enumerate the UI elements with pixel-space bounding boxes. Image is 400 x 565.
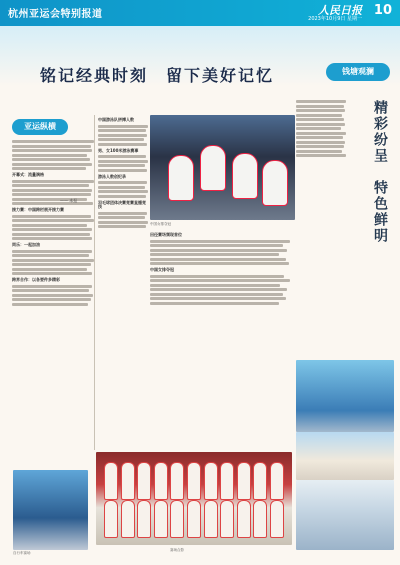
volley-caption: 中国女排夺冠	[150, 222, 171, 226]
left-subhead-2: 接力赛：中国跨栏展开接力赛	[12, 207, 64, 212]
left-article	[12, 140, 94, 460]
far-right-article	[296, 100, 346, 355]
left-subhead-4: 跨界合作：以各要件多精彩	[12, 277, 60, 282]
photo-team-lineup	[96, 452, 292, 545]
left-subhead-1: 开幕式：流量满格	[12, 172, 44, 177]
middle-subhead-3: 游泳人数创纪录	[98, 173, 126, 179]
middle-subhead-4: 羽毛球团体决赛竞赛直播竞技	[98, 199, 146, 209]
middle-article	[98, 115, 148, 450]
middle-subhead-2: 男、女100米游泳赛事	[98, 147, 139, 153]
photo-sports-3	[296, 480, 394, 550]
section-title: 杭州亚运会特别报道	[8, 9, 103, 20]
page-header	[0, 0, 400, 26]
main-headline: 铭记经典时刻 留下美好记忆	[40, 66, 275, 85]
photo-cyclist	[13, 470, 88, 550]
newspaper-name: 人民日报	[318, 4, 362, 17]
photo-sports-2	[296, 432, 394, 480]
issue-date: 2023年10月9日 星期一	[308, 16, 362, 22]
right-subhead-1: 田径赛场频现首位	[150, 232, 182, 237]
page-number: 10	[373, 3, 392, 18]
left-byline: —— 本报	[60, 198, 78, 203]
photo-rowing	[296, 360, 394, 432]
column-divider	[94, 115, 95, 450]
team-caption: 赛场合影	[170, 548, 184, 552]
cyclist-caption: 自行车赛场	[13, 551, 31, 555]
middle-subhead-1: 中国游泳队拼搏人数	[98, 117, 134, 122]
column-tag-left: 亚运纵横	[12, 119, 68, 135]
right-middle-article	[150, 230, 290, 445]
side-title: 精彩纷呈 特色鲜明	[372, 100, 388, 244]
column-tag-right: 钱塘观澜	[326, 63, 390, 81]
right-subhead-2: 中国女排夺冠	[150, 267, 174, 272]
left-subhead-3: 同乐：一起加油	[12, 242, 40, 247]
photo-volleyball-celebration	[150, 115, 295, 220]
